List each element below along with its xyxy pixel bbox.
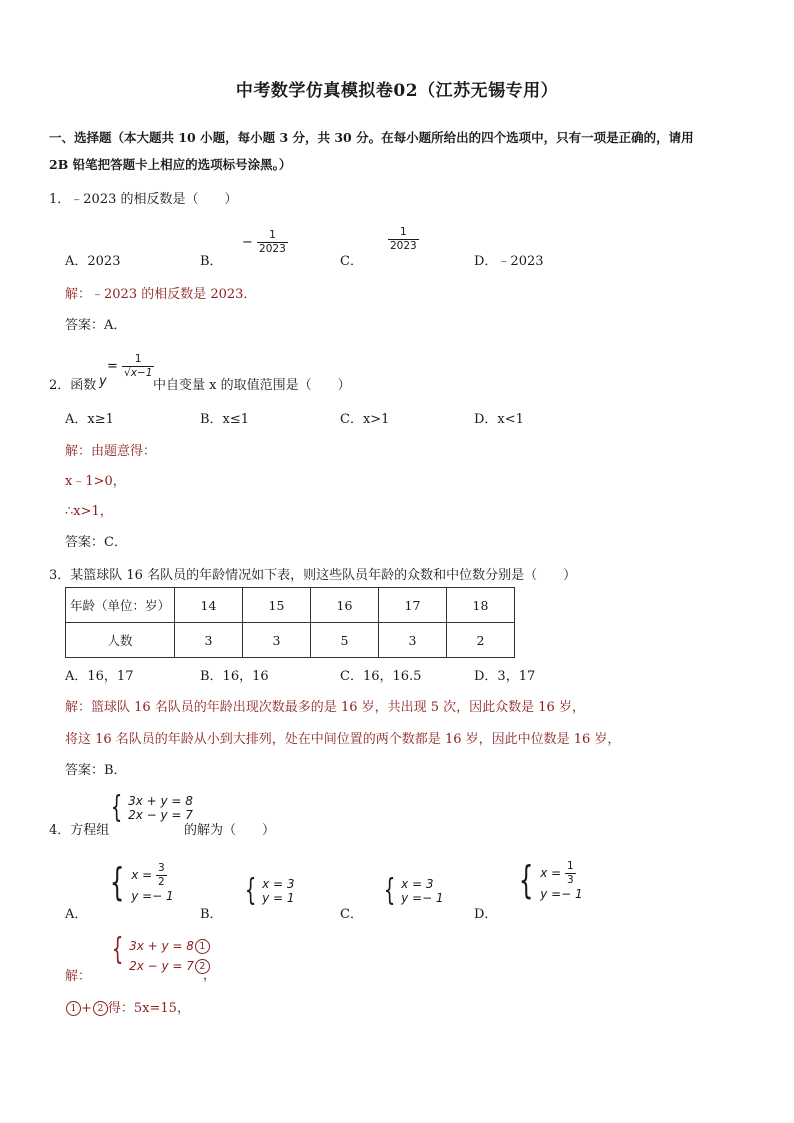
denominator: 2023 — [390, 240, 417, 252]
step-text: 得：5x=15， — [107, 1001, 190, 1016]
q4-solution-label: 解： — [65, 969, 92, 984]
q4-stem-prefix: 4．方程组 — [49, 823, 110, 838]
q3-answer: 答案：B． — [65, 763, 127, 778]
equation-rows — [128, 794, 193, 822]
q4-solution-system — [108, 932, 210, 976]
circled-number: 2 — [93, 1001, 108, 1016]
q4-equation-system — [107, 790, 193, 825]
q3-stem: 3．某篮球队 16 名队员的年龄情况如下表，则这些队员年龄的众数和中位数分别是（ ） — [49, 568, 577, 583]
page-title: 中考数学仿真模拟卷02（江苏无锡专用） — [235, 81, 559, 101]
table-cell: 15 — [243, 588, 311, 623]
denominator: √x−1 — [124, 367, 153, 379]
plus-sign: + — [81, 1001, 92, 1016]
brace-icon: { — [244, 873, 257, 908]
q3-solution-line1: 解：篮球队 16 名队员的年龄出现次数最多的是 16 岁，共出现 5 次，因此众数是 16 岁， — [65, 700, 585, 715]
equation-rows — [401, 877, 443, 905]
solution-y: y =− 1 — [401, 891, 444, 905]
q2-solution-line3: ∴x>1， — [65, 504, 113, 519]
brace-icon: { — [383, 873, 396, 908]
solution-equation-2 — [129, 956, 210, 976]
x-equals: x = — [540, 866, 562, 880]
q1-option-d: D．﹣2023 — [474, 254, 544, 269]
q4-option-d-system — [514, 860, 583, 901]
table-cell: 18 — [447, 588, 515, 623]
equation-text: 3x + y = 8 — [129, 939, 194, 953]
numerator: 1 — [269, 229, 276, 241]
q4-option-c-label: C． — [340, 907, 363, 922]
circled-number: 1 — [66, 1001, 81, 1016]
q2-option-d: D．x<1 — [474, 412, 524, 427]
equation-rows — [262, 877, 294, 905]
table-header-age: 年龄（单位：岁） — [66, 588, 175, 623]
solution-x: x = 3 — [401, 877, 434, 891]
fraction — [388, 226, 419, 253]
q2-option-b: B．x≤1 — [200, 412, 250, 427]
denominator: 2023 — [259, 243, 286, 255]
q2-solution-line1: 解：由题意得： — [65, 444, 157, 459]
q3-solution-line2: 将这 16 名队员的年龄从小到大排列，处在中间位置的两个数都是 16 岁，因此中位数是 16 岁， — [65, 732, 621, 747]
q4-solution-step — [65, 997, 190, 1016]
brace-icon: { — [518, 858, 534, 902]
equation-2: 2x − y = 7 — [128, 808, 193, 822]
q4-option-c-system — [380, 873, 444, 908]
q1-stem: 1．﹣2023 的相反数是（ ） — [49, 192, 238, 207]
denominator: 2 — [158, 876, 165, 888]
q3-option-b: B．16，16 — [200, 669, 269, 684]
solution-y: y = 1 — [262, 891, 295, 905]
q3-option-c: C．16，16.5 — [340, 669, 422, 684]
brace-icon: { — [110, 790, 123, 825]
equals-sign: = — [107, 359, 118, 374]
q3-option-d: D．3，17 — [474, 669, 536, 684]
q1-option-c-label: C． — [340, 254, 363, 269]
q1-solution: 解：﹣2023 的相反数是 2023． — [65, 287, 257, 302]
solution-y: y =− 1 — [131, 889, 174, 903]
x-equals: x = — [131, 868, 153, 882]
q4-option-a-label: A． — [65, 907, 88, 922]
fraction — [156, 862, 167, 889]
numerator: 3 — [158, 862, 165, 874]
equation-1: 3x + y = 8 — [128, 794, 193, 808]
circled-number: 1 — [195, 939, 210, 954]
q4-option-b-system — [241, 873, 295, 908]
brace-icon: { — [109, 860, 125, 904]
circled-number: 2 — [195, 959, 210, 974]
fraction — [122, 353, 154, 380]
equation-text: 2x − y = 7 — [129, 959, 194, 973]
solution-x — [540, 860, 582, 887]
q2-option-c: C．x>1 — [340, 412, 390, 427]
q4-option-d-label: D． — [474, 907, 498, 922]
q1-option-b-label: B． — [200, 254, 223, 269]
solution-equation-1 — [129, 936, 210, 956]
q1-option-b-fraction — [242, 229, 288, 256]
q4-option-b-label: B． — [200, 907, 223, 922]
table-row — [66, 623, 515, 658]
table-cell: 3 — [379, 623, 447, 658]
equation-rows — [540, 860, 582, 901]
table-cell: 2 — [447, 623, 515, 658]
table-cell: 5 — [311, 623, 379, 658]
table-cell: 3 — [175, 623, 243, 658]
q2-y-variable: y — [99, 374, 107, 389]
q4-option-a-system — [105, 862, 174, 903]
equation-rows — [129, 936, 210, 976]
q3-option-a: A．16，17 — [65, 669, 134, 684]
numerator: 1 — [400, 226, 407, 238]
q4-stem-suffix: 的解为（ ） — [184, 823, 276, 838]
numerator: 1 — [134, 353, 142, 365]
solution-x: x = 3 — [262, 877, 295, 891]
q2-stem-prefix: 2．函数 — [49, 378, 97, 393]
numerator: 1 — [567, 860, 574, 872]
section-heading-line2: 2B 铅笔把答题卡上相应的选项标号涂黑。） — [49, 157, 292, 172]
brace-icon: { — [111, 932, 124, 967]
age-table — [65, 587, 515, 658]
equation-rows — [131, 862, 173, 903]
table-row — [66, 588, 515, 623]
q1-answer: 答案：A． — [65, 318, 127, 333]
section-heading-line1: 一、选择题（本大题共 10 小题，每小题 3 分，共 30 分。在每小题所给出的四个选项中，只有一项是正确的，请用 — [49, 130, 694, 145]
table-cell: 3 — [243, 623, 311, 658]
q2-function-fraction — [107, 353, 154, 380]
table-cell: 14 — [175, 588, 243, 623]
fraction — [257, 229, 288, 256]
q2-solution-line2: x﹣1>0， — [65, 474, 126, 489]
table-cell: 16 — [311, 588, 379, 623]
q1-option-c-fraction — [388, 226, 419, 253]
q2-stem-suffix: 中自变量 x 的取值范围是（ ） — [153, 378, 351, 393]
q2-option-a: A．x≥1 — [65, 412, 114, 427]
q2-answer: 答案：C． — [65, 535, 127, 550]
solution-y: y =− 1 — [540, 887, 583, 901]
table-cell: 17 — [379, 588, 447, 623]
table-header-count: 人数 — [66, 623, 175, 658]
solution-x — [131, 862, 173, 889]
q1-option-a: A．2023 — [65, 254, 121, 269]
denominator: 3 — [567, 874, 574, 886]
minus-sign: − — [242, 235, 253, 250]
fraction — [565, 860, 576, 887]
q4-solution-comma: ， — [203, 968, 217, 983]
